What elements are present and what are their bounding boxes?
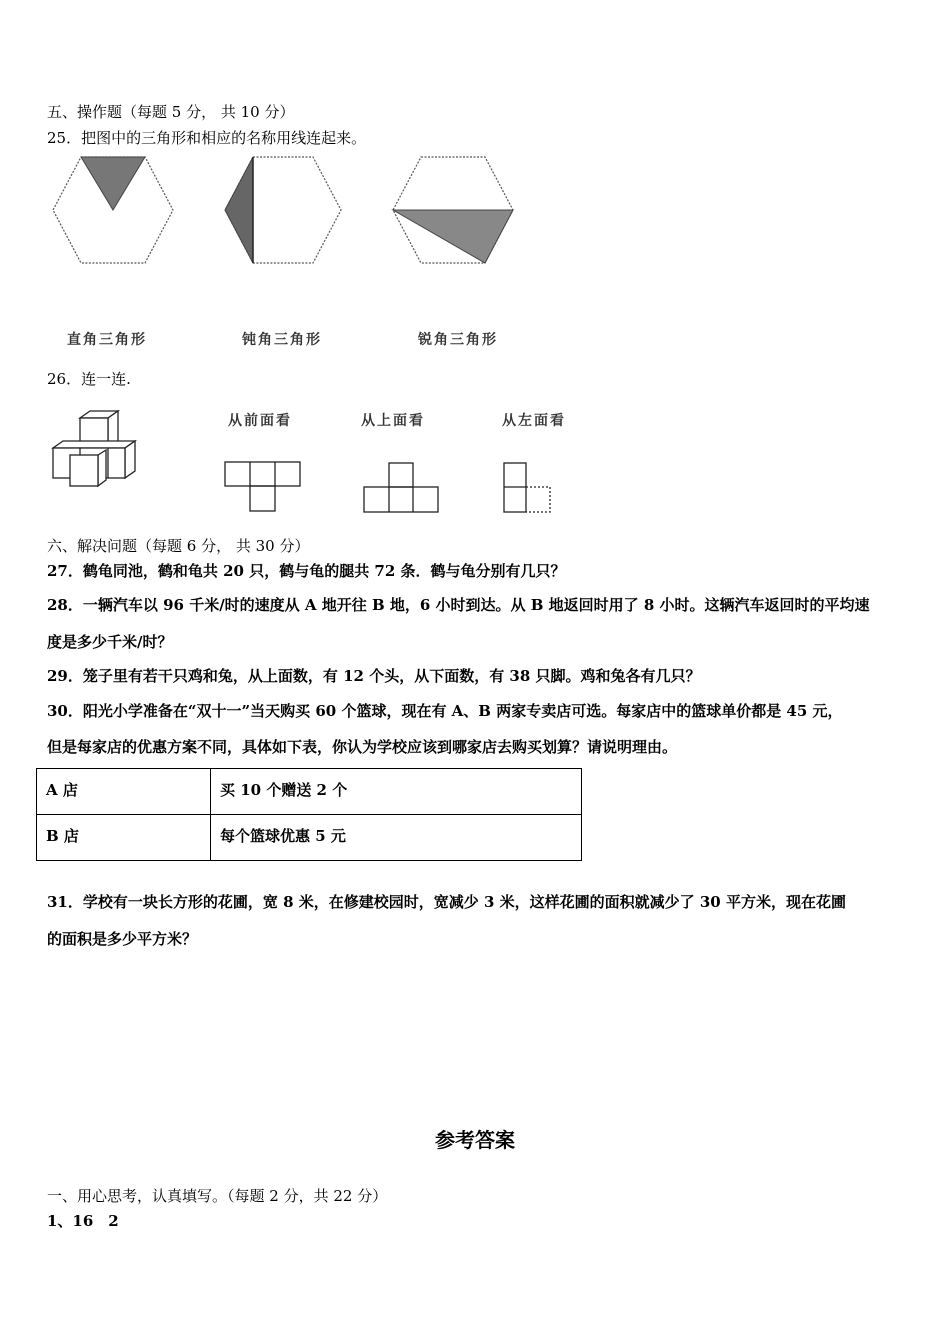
hexagon-figure-2	[220, 154, 346, 266]
question-27: 27．鹤龟同池，鹤和龟共 20 只，鹤与龟的腿共 72 条．鹤与龟分别有几只？	[47, 562, 566, 580]
question-31-line1: 31．学校有一块长方形的花圃，宽 8 米，在修建校园时，宽减少 3 米，这样花圃的面积就减少了 30 平方米，现在花圃	[47, 893, 846, 911]
shop-name-cell: A 店	[37, 769, 211, 815]
section-heading-5: 五、操作题（每题 5 分， 共 10 分）	[47, 103, 295, 121]
question-26: 26．连一连.	[47, 370, 131, 388]
label-obtuse-triangle: 钝角三角形	[242, 332, 322, 348]
question-30-line2: 但是每家店的优惠方案不同，具体如下表，你认为学校应该到哪家店去购买划算？请说明理由。	[47, 738, 678, 756]
view-top-label: 从上面看	[361, 413, 425, 429]
question-28-line2: 度是多少千米/时？	[47, 633, 173, 651]
cube-stack-figure	[50, 408, 150, 492]
top-view-figure	[360, 460, 442, 516]
table-row	[37, 769, 582, 815]
question-28-line1: 28．一辆汽车以 96 千米/时的速度从 A 地开往 B 地，6 小时到达。从 B 地返回时用了 8 小时。这辆汽车返回时的平均速	[47, 596, 870, 614]
shop-name-cell: B 店	[37, 815, 211, 861]
question-31-line2: 的面积是多少平方米？	[47, 930, 198, 948]
section-heading-6: 六、解决问题（每题 6 分， 共 30 分）	[47, 537, 310, 555]
hexagon-figure-1	[48, 154, 178, 266]
shop-offer-cell: 买 10 个赠送 2 个	[211, 769, 582, 815]
answer-1: 1、16 2	[47, 1212, 119, 1230]
view-left-label: 从左面看	[502, 413, 566, 429]
answers-title: 参考答案	[435, 1128, 515, 1152]
left-view-figure	[500, 460, 556, 516]
table-row	[37, 815, 582, 861]
shop-offer-table	[36, 768, 582, 861]
question-30-line1: 30．阳光小学准备在“双十一”当天购买 60 个篮球，现在有 A、B 两家专卖店可选。每家店中的篮球单价都是 45 元，	[47, 702, 843, 720]
label-right-triangle: 直角三角形	[67, 332, 147, 348]
question-25: 25．把图中的三角形和相应的名称用线连起来。	[47, 129, 367, 147]
label-acute-triangle: 锐角三角形	[418, 332, 498, 348]
view-front-label: 从前面看	[228, 413, 292, 429]
question-29: 29．笼子里有若干只鸡和兔，从上面数，有 12 个头，从下面数，有 38 只脚。鸡和兔各有几只？	[47, 667, 701, 685]
shop-offer-cell: 每个篮球优惠 5 元	[211, 815, 582, 861]
front-view-figure	[222, 458, 304, 514]
answers-section1-heading: 一、用心思考，认真填写。（每题 2 分，共 22 分）	[47, 1187, 388, 1205]
hexagon-figure-3	[388, 154, 518, 266]
